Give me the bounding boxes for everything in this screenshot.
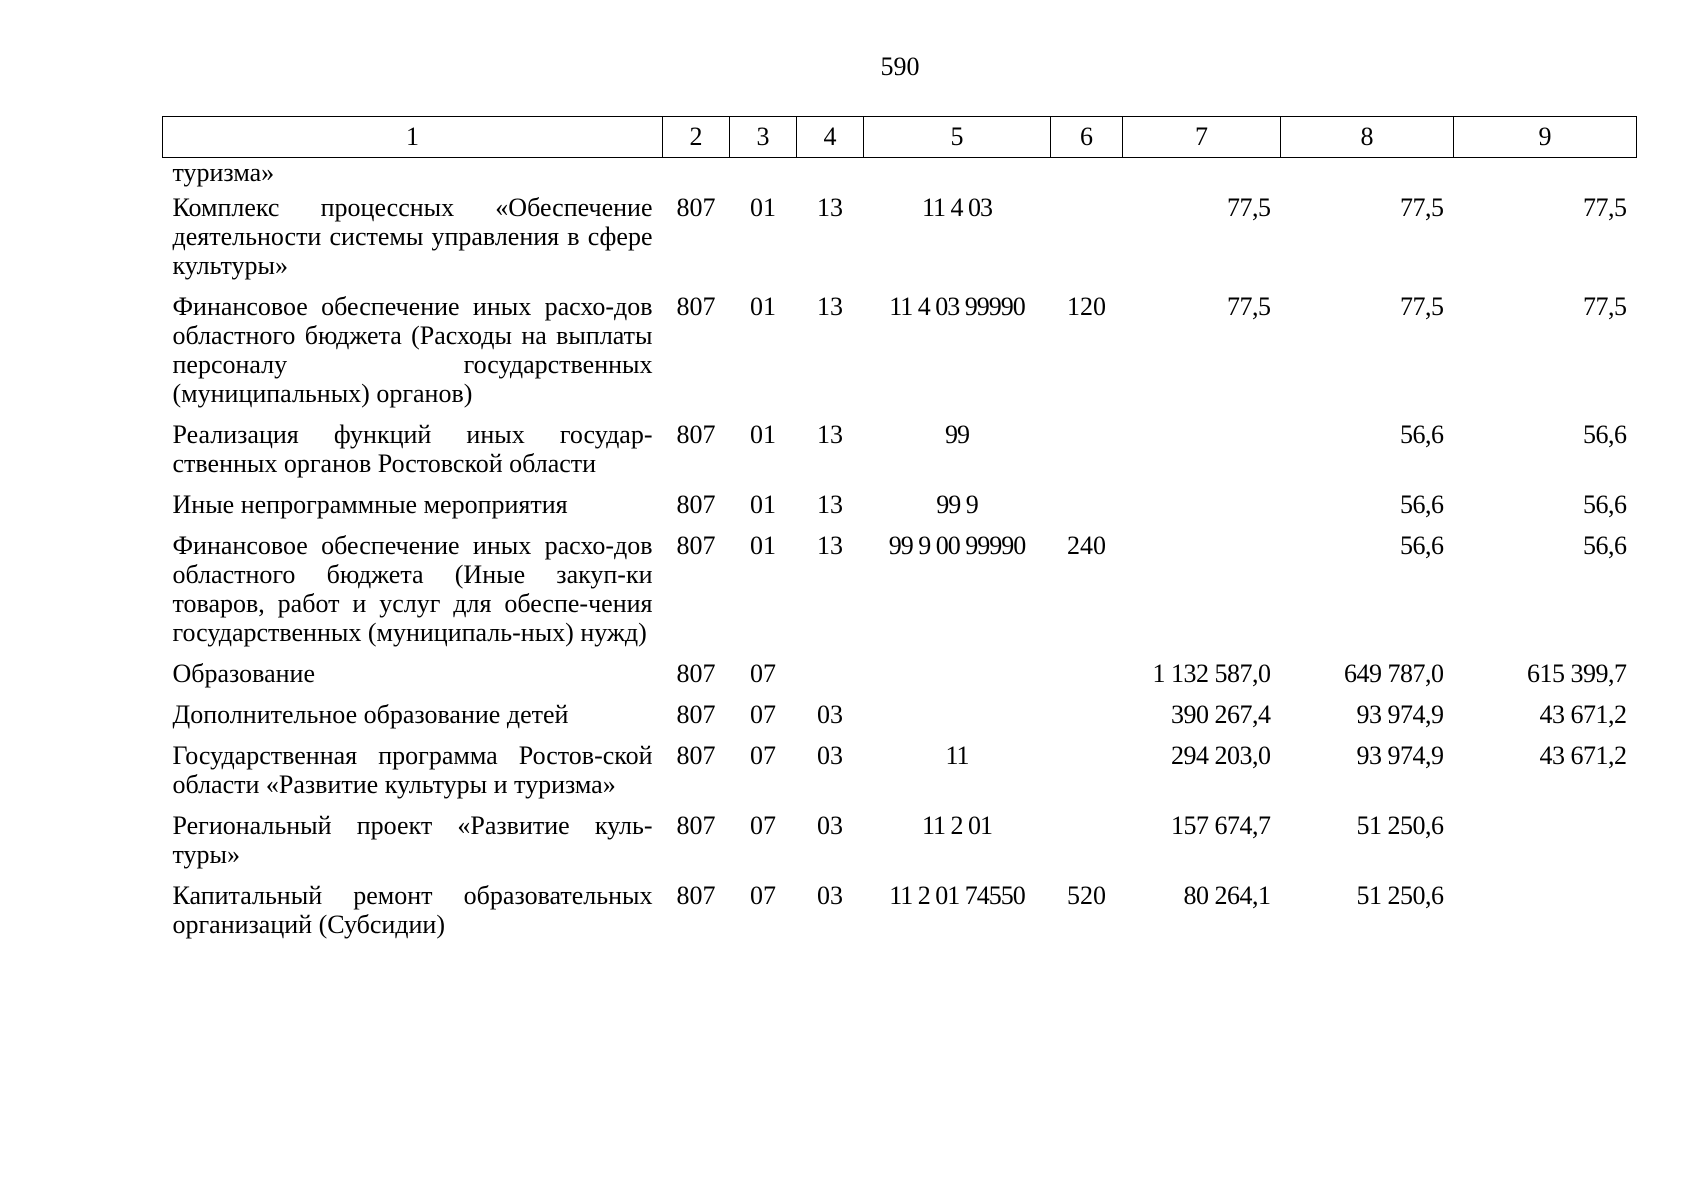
cell-col-7: 390 267,4 — [1171, 700, 1271, 729]
cell-col-5 — [864, 700, 1051, 741]
cell-col-7: 157 674,7 — [1171, 811, 1271, 840]
cell-col-2: 807 — [676, 420, 716, 449]
table-row — [163, 659, 1637, 700]
header-col-4: 4 — [797, 117, 864, 158]
cell-col-8: 56,6 — [1400, 531, 1444, 560]
row-name: Образование — [172, 659, 316, 688]
header-col-8: 8 — [1281, 117, 1454, 158]
header-col-7: 7 — [1123, 117, 1281, 158]
cell-col-9: 43 671,2 — [1539, 741, 1627, 770]
cell-col-5: 11 4 03 99990 — [889, 292, 1025, 321]
cell-col-8: 77,5 — [1400, 193, 1444, 222]
cell-col-9: 43 671,2 — [1539, 700, 1627, 729]
cell-col-6 — [1051, 193, 1123, 292]
cell-col-6 — [1051, 420, 1123, 490]
cell-col-8: 51 250,6 — [1356, 881, 1444, 910]
cell-col-8: 93 974,9 — [1356, 700, 1444, 729]
cell-col-4: 03 — [817, 741, 843, 770]
cell-col-4: 03 — [817, 881, 843, 910]
row-name: Иные непрограммные мероприятия — [172, 490, 568, 519]
cell-col-2: 807 — [676, 490, 716, 519]
cell-col-4: 13 — [817, 292, 843, 321]
table-row — [163, 193, 1637, 292]
cell-col-3: 01 — [750, 292, 776, 321]
table-header-row — [163, 117, 1637, 158]
table-row — [163, 811, 1637, 881]
row-name: Комплекс процессных «Обеспечение деятельности системы управления в сфере культуры» — [172, 193, 653, 280]
header-col-1: 1 — [163, 117, 663, 158]
cell-col-9: 56,6 — [1583, 490, 1627, 519]
cell-col-2: 807 — [676, 741, 716, 770]
row-name: Финансовое обеспечение иных расхо-дов областного бюджета (Иные закуп-ки товаров, работ и услуг для обеспе-чения государственных (муниципаль-ных) нужд) — [172, 531, 653, 647]
cell-col-3: 07 — [750, 741, 776, 770]
cell-col-9: 615 399,7 — [1527, 659, 1627, 688]
table-row — [163, 490, 1637, 531]
header-col-5: 5 — [864, 117, 1051, 158]
cell-col-6 — [1051, 741, 1123, 811]
table-row — [163, 700, 1637, 741]
cell-col-2: 807 — [676, 811, 716, 840]
cell-col-6: 120 — [1067, 292, 1106, 321]
cell-col-9: 77,5 — [1583, 193, 1627, 222]
cell-col-7: 80 264,1 — [1183, 881, 1271, 910]
cell-col-5: 11 4 03 — [921, 193, 993, 222]
row-name: Региональный проект «Развитие куль-туры» — [172, 811, 653, 869]
cell-col-4: 13 — [817, 420, 843, 449]
cell-col-8: 93 974,9 — [1356, 741, 1444, 770]
table-row — [163, 292, 1637, 420]
header-col-2: 2 — [663, 117, 730, 158]
cell-col-3: 01 — [750, 193, 776, 222]
cell-col-2: 807 — [676, 531, 716, 560]
cell-col-9: 77,5 — [1583, 292, 1627, 321]
table-row — [163, 741, 1637, 811]
cell-col-3: 07 — [750, 881, 776, 910]
cell-col-5: 99 — [945, 420, 969, 449]
cell-col-4 — [797, 659, 864, 700]
row-name: Дополнительное образование детей — [172, 700, 569, 729]
row-name: Государственная программа Ростов-ской области «Развитие культуры и туризма» — [172, 741, 653, 799]
cell-col-2: 807 — [676, 292, 716, 321]
budget-table — [162, 116, 1637, 951]
row-name: Реализация функций иных государ-ственных органов Ростовской области — [172, 420, 653, 478]
cell-col-6: 520 — [1067, 881, 1106, 910]
cell-col-8: 77,5 — [1400, 292, 1444, 321]
cell-col-7: 294 203,0 — [1171, 741, 1271, 770]
cell-col-2: 807 — [676, 659, 716, 688]
cell-col-7: 77,5 — [1227, 193, 1271, 222]
continuation-row — [163, 158, 1637, 194]
cell-col-9: 56,6 — [1583, 531, 1627, 560]
cell-col-7 — [1123, 420, 1281, 490]
row-name: Финансовое обеспечение иных расхо-дов областного бюджета (Расходы на выплаты персоналу государственных (муниципальных) органов) — [172, 292, 653, 408]
cell-col-7 — [1123, 490, 1281, 531]
cell-col-3: 01 — [750, 420, 776, 449]
cell-col-8: 649 787,0 — [1344, 659, 1444, 688]
cell-col-8: 56,6 — [1400, 490, 1444, 519]
cell-col-5: 11 2 01 — [921, 811, 993, 840]
cell-col-6 — [1051, 700, 1123, 741]
cell-col-4: 13 — [817, 193, 843, 222]
cell-col-3: 07 — [750, 811, 776, 840]
cell-col-7: 1 132 587,0 — [1152, 659, 1271, 688]
cell-col-9 — [1454, 811, 1637, 881]
cell-col-3: 01 — [750, 531, 776, 560]
cell-col-4: 13 — [817, 531, 843, 560]
row-name: Капитальный ремонт образовательных организаций (Субсидии) — [172, 881, 653, 939]
cell-col-5: 11 — [945, 741, 969, 770]
cell-col-4: 03 — [817, 811, 843, 840]
cell-col-5: 11 2 01 74550 — [889, 881, 1025, 910]
header-col-9: 9 — [1454, 117, 1637, 158]
cell-col-6 — [1051, 811, 1123, 881]
cell-col-2: 807 — [676, 700, 716, 729]
cell-col-2: 807 — [676, 881, 716, 910]
cell-col-7 — [1123, 531, 1281, 659]
table-row — [163, 531, 1637, 659]
cell-col-8: 56,6 — [1400, 420, 1444, 449]
continuation-text: туризма» — [172, 158, 275, 187]
cell-col-2: 807 — [676, 193, 716, 222]
cell-col-5: 99 9 00 99990 — [888, 531, 1026, 560]
cell-col-6 — [1051, 490, 1123, 531]
cell-col-4: 03 — [817, 700, 843, 729]
cell-col-8: 51 250,6 — [1356, 811, 1444, 840]
cell-col-9: 56,6 — [1583, 420, 1627, 449]
cell-col-9 — [1454, 881, 1637, 951]
cell-col-5: 99 9 — [936, 490, 978, 519]
cell-col-3: 07 — [750, 659, 776, 688]
cell-col-6 — [1051, 659, 1123, 700]
header-col-3: 3 — [730, 117, 797, 158]
page-number: 590 — [880, 52, 920, 81]
cell-col-3: 07 — [750, 700, 776, 729]
cell-col-6: 240 — [1067, 531, 1106, 560]
table-row — [163, 881, 1637, 951]
cell-col-3: 01 — [750, 490, 776, 519]
cell-col-7: 77,5 — [1227, 292, 1271, 321]
cell-col-4: 13 — [817, 490, 843, 519]
table-row — [163, 420, 1637, 490]
header-col-6: 6 — [1051, 117, 1123, 158]
cell-col-5 — [864, 659, 1051, 700]
